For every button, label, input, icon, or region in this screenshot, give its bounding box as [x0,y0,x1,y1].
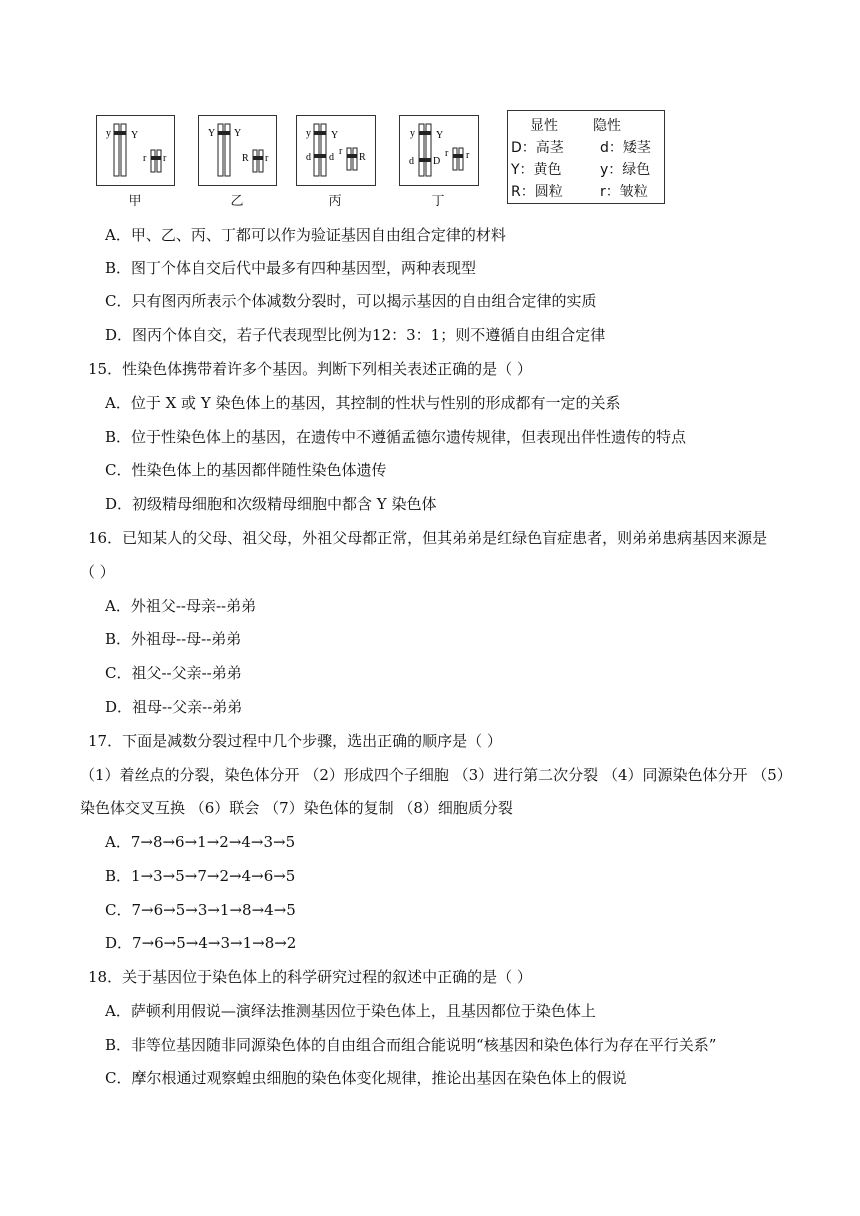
q16-option-d: D．祖母--父亲--弟弟 [105,698,243,716]
genotype-legend [507,110,665,204]
q17-option-a: A．7→8→6→1→2→4→3→5 [105,833,296,851]
q16-stem: 16．已知某人的父母、祖父母，外祖父母都正常，但其弟弟是红绿色盲症患者，则弟弟患病基因来源是 [88,529,768,547]
figure-panel-jia [96,115,175,186]
legend-dominant-trait: Y：黄色 [511,162,562,178]
figure-caption: 甲 [128,194,142,209]
allele-label: D [433,156,441,167]
allele-label: d [306,152,311,163]
q14-option-c: C．只有图丙所表示个体减数分裂时，可以揭示基因的自由组合定律的实质 [105,292,597,310]
q17-steps-line2: 染色体交叉互换 （6）联会 （7）染色体的复制 （8）细胞质分裂 [80,799,513,817]
chromosome-diagram [97,116,174,185]
q17-option-b: B．1→3→5→7→2→4→6→5 [105,867,296,885]
q15-option-d: D．初级精母细胞和次级精母细胞中都含 Y 染色体 [105,495,437,513]
allele-label: y [106,128,111,139]
allele-label: r [163,153,167,164]
allele-label: d [409,156,414,167]
legend-dominant-trait: D：高茎 [511,140,564,156]
q16-stem-cont: （ ） [80,563,115,581]
legend-recessive-trait: d：矮茎 [600,140,651,156]
q14-option-d: D．图丙个体自交，若子代表现型比例为12：3：1；则不遵循自由组合定律 [105,326,606,344]
allele-label: Y [234,128,242,139]
allele-label: R [242,153,249,164]
q17-option-c: C．7→6→5→3→1→8→4→5 [105,901,296,919]
figure-caption: 丙 [328,194,342,209]
q18-option-a: A．萨顿利用假说—演绎法推测基因位于染色体上，且基因都位于染色体上 [105,1002,596,1020]
q18-option-b: B．非等位基因随非同源染色体的自由组合而组合能说明“核基因和染色体行为存在平行关系” [105,1036,717,1054]
legend-dominant-trait: R：圆粒 [511,184,563,200]
allele-label: Y [331,130,339,141]
q15-stem: 15．性染色体携带着许多个基因。判断下列相关表述正确的是（ ） [88,360,532,378]
allele-label: R [359,152,366,163]
q15-option-b: B．位于性染色体上的基因，在遗传中不遵循孟德尔遗传规律，但表现出伴性遗传的特点 [105,428,687,446]
q15-option-c: C．性染色体上的基因都伴随性染色体遗传 [105,461,387,479]
chromosome-diagram [400,116,478,185]
legend-header-recessive: 隐性 [593,118,621,134]
legend-recessive-trait: r：皱粒 [600,184,648,200]
q16-option-a: A．外祖父--母亲--弟弟 [105,597,257,615]
q17-option-d: D．7→6→5→4→3→1→8→2 [105,934,297,952]
legend-recessive-trait: y：绿色 [600,162,651,178]
figure-panel-ding [399,115,479,186]
q14-option-b: B．图丁个体自交后代中最多有四种基因型，两种表现型 [105,259,477,277]
q16-option-c: C．祖父--父亲--弟弟 [105,664,242,682]
allele-label: r [466,150,470,161]
allele-label: d [329,152,334,163]
q16-option-b: B．外祖母--母--弟弟 [105,630,242,648]
figure-panel-yi [198,115,277,186]
chromosome-diagram [199,116,276,185]
allele-label: r [143,153,147,164]
allele-label: Y [131,130,139,141]
q17-steps-line1: （1）着丝点的分裂，染色体分开 （2）形成四个子细胞 （3）进行第二次分裂 （4）同源染色体分开 （5） [80,766,792,784]
allele-label: r [445,148,449,159]
q18-option-c: C．摩尔根通过观察蝗虫细胞的染色体变化规律，推论出基因在染色体上的假说 [105,1069,627,1087]
figure-caption: 丁 [431,194,445,209]
allele-label: y [410,128,415,139]
figure-panel-bing [296,115,376,186]
figure-caption: 乙 [230,194,244,209]
allele-label: r [339,146,343,157]
q15-option-a: A．位于 X 或 Y 染色体上的基因，其控制的性状与性别的形成都有一定的关系 [105,394,621,412]
q18-stem: 18．关于基因位于染色体上的科学研究过程的叙述中正确的是（ ） [88,968,532,986]
chromosome-diagram [297,116,375,185]
allele-label: y [306,128,311,139]
q17-stem: 17．下面是减数分裂过程中几个步骤，选出正确的顺序是（ ） [88,732,502,750]
allele-label: Y [208,128,216,139]
allele-label: Y [436,130,444,141]
q14-option-a: A．甲、乙、丙、丁都可以作为验证基因自由组合定律的材料 [105,226,506,244]
legend-header-dominant: 显性 [530,118,558,134]
allele-label: r [265,153,269,164]
